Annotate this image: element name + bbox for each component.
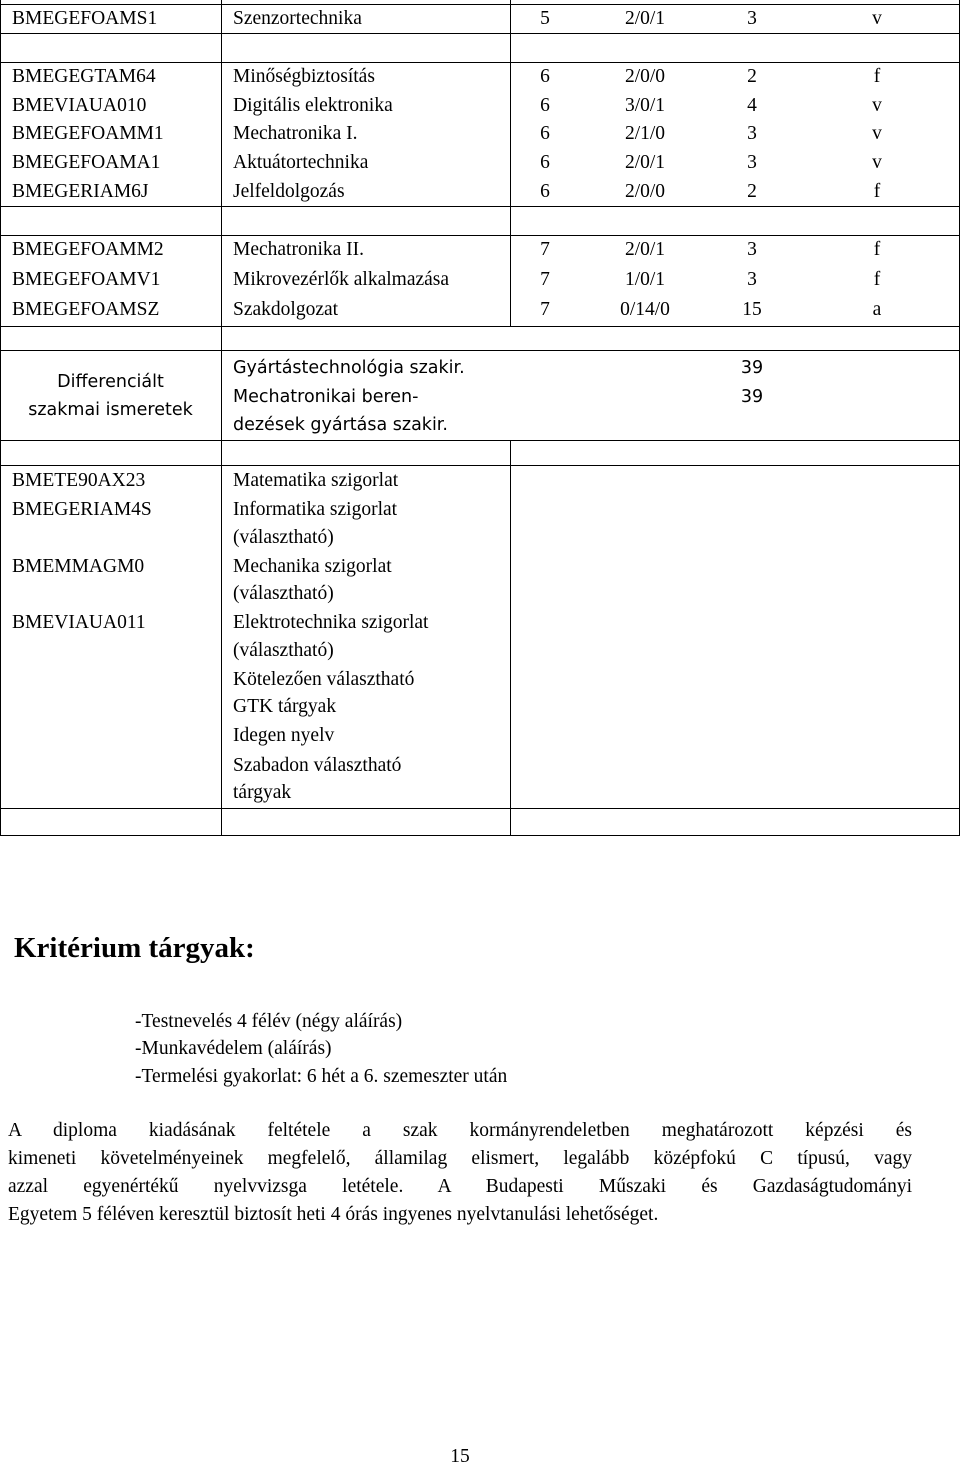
course-hours: 2/0/1: [624, 239, 666, 260]
course-code: BMEGEFOAMS1: [12, 8, 158, 29]
course-eval: f: [873, 269, 881, 290]
spec1-name: Gyártástechnológia szakir.: [233, 358, 465, 378]
course-hours: 2/0/1: [624, 8, 666, 29]
course-semester: 6: [540, 123, 550, 144]
course-code: BMEVIAUA010: [12, 95, 147, 116]
exam-name: Elektrotechnika szigorlat: [233, 612, 429, 633]
course-semester: 6: [540, 66, 550, 87]
exam-code: BMEGERIAM4S: [12, 499, 152, 520]
course-credit: 2: [747, 181, 757, 202]
course-credit: 3: [747, 8, 757, 29]
criteria-item: -Munkavédelem (aláírás): [135, 1038, 332, 1059]
course-credit: 4: [747, 95, 757, 116]
course-credit: 15: [742, 299, 762, 320]
diff-label-line1: Differenciált: [57, 372, 164, 392]
course-hours: 3/0/1: [624, 95, 666, 116]
page-number: 15: [450, 1446, 470, 1467]
course-hours: 2/0/0: [624, 66, 666, 87]
exam-name: (választható): [233, 527, 334, 548]
course-eval: f: [873, 239, 881, 260]
criteria-heading: Kritérium tárgyak:: [14, 932, 255, 964]
exam-code: BMEVIAUA011: [12, 612, 146, 633]
paragraph-line: azzal egyenértékű nyelvvizsga letétele. A Budapesti Műszaki és Gazdaságtudományi: [8, 1176, 912, 1197]
diff-label-line2: szakmai ismeretek: [28, 400, 193, 420]
spec2-name-line1: Mechatronikai beren-: [233, 387, 419, 407]
diploma-paragraph: [8, 1117, 912, 1229]
course-hours: 2/0/1: [624, 152, 666, 173]
exam-name: (választható): [233, 583, 334, 604]
spec1-credit: 39: [740, 358, 764, 378]
course-eval: v: [872, 8, 882, 29]
course-name: Mechatronika II.: [233, 239, 365, 260]
course-code: BMEGERIAM6J: [12, 181, 149, 202]
course-name: Minőségbiztosítás: [233, 66, 375, 87]
grid-line: [221, 0, 222, 836]
course-credit: 3: [747, 239, 757, 260]
criteria-item: -Termelési gyakorlat: 6 hét a 6. szemeszter után: [135, 1066, 508, 1087]
course-name: Aktuátortechnika: [233, 152, 369, 173]
course-credit: 3: [747, 123, 757, 144]
course-eval: f: [873, 181, 881, 202]
course-semester: 6: [540, 181, 550, 202]
exam-name: Mechanika szigorlat: [233, 556, 392, 577]
course-name: Mechatronika I.: [233, 123, 358, 144]
grid-line: [0, 835, 960, 836]
course-code: BMEGEFOAMSZ: [12, 299, 160, 320]
grid-line: [510, 440, 511, 836]
paragraph-line: A diploma kiadásának feltétele a szak kormányrendeletben meghatározott képzési és: [8, 1120, 912, 1141]
course-hours: 2/1/0: [624, 123, 666, 144]
grid-line: [0, 440, 960, 441]
course-hours: 1/0/1: [624, 269, 666, 290]
grid-line: [0, 465, 960, 466]
course-hours: 0/14/0: [620, 299, 670, 320]
exam-name: (választható): [233, 640, 334, 661]
course-eval: v: [872, 123, 882, 144]
course-credit: 2: [747, 66, 757, 87]
course-eval: a: [872, 299, 882, 320]
course-name: Mikrovezérlők alkalmazása: [233, 269, 450, 290]
course-semester: 6: [540, 152, 550, 173]
course-name: Jelfeldolgozás: [233, 181, 345, 202]
exam-name: Matematika szigorlat: [233, 470, 399, 491]
course-semester: 7: [540, 269, 550, 290]
paragraph-line: Egyetem 5 féléven keresztül biztosít heti 4 órás ingyenes nyelvtanulási lehetőséget.: [8, 1204, 659, 1225]
course-hours: 2/0/0: [624, 181, 666, 202]
spec2-name-line2: dezések gyártása szakir.: [233, 415, 448, 435]
course-code: BMEGEFOAMV1: [12, 269, 161, 290]
course-eval: f: [873, 66, 881, 87]
course-name: Szakdolgozat: [233, 299, 339, 320]
paragraph-line: kimeneti követelményeinek megfelelő, államilag elismert, legalább középfokú C típusú, vagy: [8, 1148, 912, 1169]
course-code: BMEGEFOAMM1: [12, 123, 164, 144]
course-name: Szenzortechnika: [233, 8, 362, 29]
criteria-item: -Testnevelés 4 félév (négy aláírás): [135, 1011, 403, 1032]
grid-line: [0, 33, 960, 34]
exam-name: tárgyak: [233, 782, 292, 803]
course-code: BMEGEFOAMM2: [12, 239, 164, 260]
exam-name: Kötelezően választható: [233, 669, 415, 690]
course-name: Digitális elektronika: [233, 95, 393, 116]
course-code: BMEGEGTAM64: [12, 66, 156, 87]
grid-line: [0, 206, 960, 207]
course-code: BMEGEFOAMA1: [12, 152, 161, 173]
exam-name: Informatika szigorlat: [233, 499, 398, 520]
grid-line: [0, 350, 960, 351]
spec2-credit: 39: [740, 387, 764, 407]
exam-code: BMEMMAGM0: [12, 556, 145, 577]
exam-name: Idegen nyelv: [233, 725, 335, 746]
course-eval: v: [872, 152, 882, 173]
course-semester: 7: [540, 239, 550, 260]
course-semester: 6: [540, 95, 550, 116]
course-semester: 5: [540, 8, 550, 29]
exam-code: BMETE90AX23: [12, 470, 146, 491]
exam-name: Szabadon választható: [233, 755, 402, 776]
course-credit: 3: [747, 152, 757, 173]
course-semester: 7: [540, 299, 550, 320]
course-eval: v: [872, 95, 882, 116]
grid-line: [0, 808, 960, 809]
course-credit: 3: [747, 269, 757, 290]
exam-name: GTK tárgyak: [233, 696, 337, 717]
grid-line: [0, 326, 960, 327]
